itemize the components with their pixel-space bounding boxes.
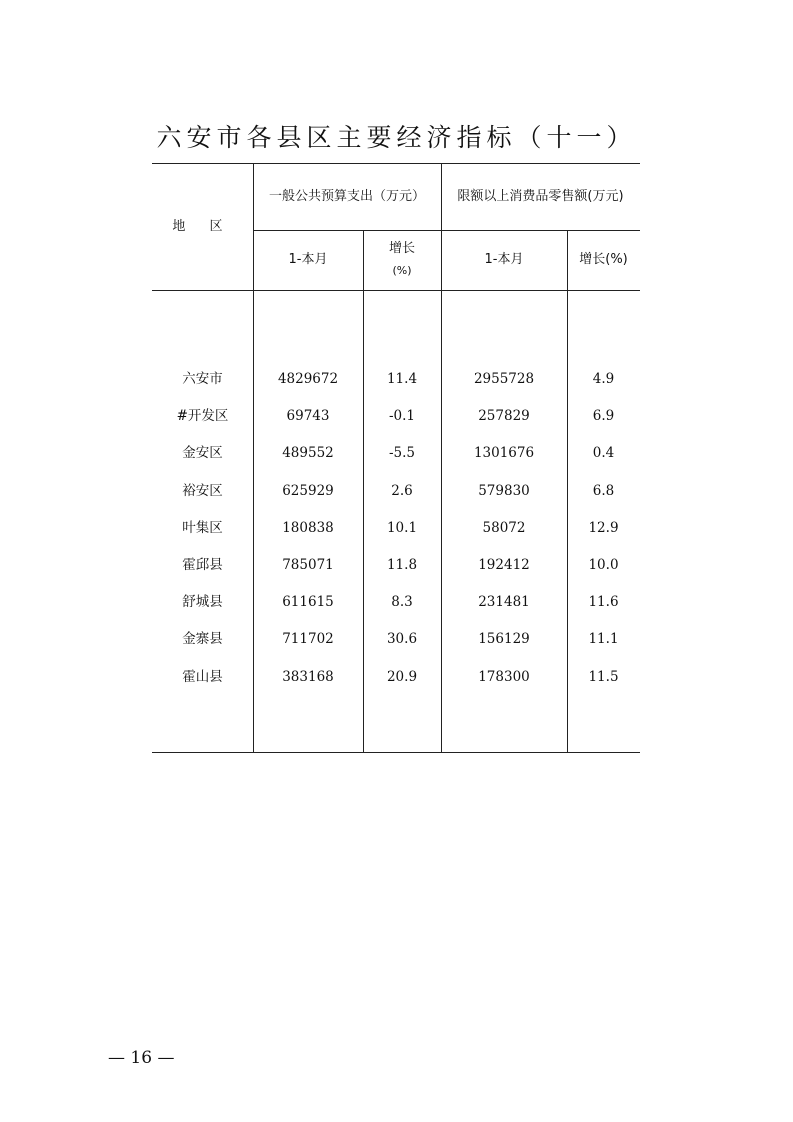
budget-growth-cell: 2.6 [391, 482, 413, 499]
budget-cell: 611615 [282, 594, 334, 611]
region-cell: 金寨县 [182, 631, 223, 648]
page-number: — 16 — [108, 1048, 175, 1068]
budget-growth-cell: 10.1 [386, 519, 418, 536]
region-cell: 霍山县 [182, 668, 223, 685]
budget-growth-cell: 8.3 [391, 594, 413, 611]
budget-growth-cell: -0.1 [388, 408, 416, 425]
retail-growth-cell: 10.0 [588, 557, 619, 573]
region-cell: 六安市 [182, 371, 223, 387]
budget-growth-header-line2: (%) [392, 264, 412, 277]
retail-growth-cell: 11.6 [588, 594, 619, 611]
region-cell: 霍邱县 [182, 557, 223, 573]
retail-growth-header: 增长(%) [579, 252, 628, 267]
budget-growth-cell: 11.4 [386, 371, 418, 387]
region-cell: 舒城县 [182, 594, 223, 611]
page-title: 六安市各县区主要经济指标（十一） [156, 123, 637, 152]
retail-growth-cell: 4.9 [592, 371, 615, 387]
retail-growth-cell: 11.5 [588, 668, 619, 685]
budget-cell: 69743 [286, 408, 330, 425]
retail-cell: 579830 [478, 482, 530, 499]
region-cell: 叶集区 [182, 519, 223, 536]
budget-growth-header-line1: 增长 [388, 241, 415, 256]
budget-growth-cell: -5.5 [388, 445, 416, 462]
retail-cell: 1301676 [473, 445, 535, 462]
budget-cell: 625929 [282, 482, 334, 499]
retail-cell: 231481 [478, 594, 530, 611]
budget-cell: 4829672 [277, 371, 339, 387]
budget-cell: 711702 [282, 631, 334, 648]
budget-growth-cell: 11.8 [386, 557, 418, 573]
retail-cell: 156129 [478, 631, 530, 648]
budget-cell: 489552 [282, 445, 334, 462]
region-cell: 裕安区 [182, 482, 223, 499]
budget-growth-cell: 30.6 [386, 631, 418, 648]
region-cell: #开发区 [176, 408, 229, 425]
retail-cell: 257829 [478, 408, 530, 425]
retail-growth-cell: 11.1 [588, 631, 619, 648]
indicators-table [152, 163, 640, 753]
retail-cell: 2955728 [473, 371, 535, 387]
region-cell: 金安区 [182, 445, 223, 462]
budget-group-header: 一般公共预算支出（万元） [268, 188, 425, 204]
retail-cell: 178300 [478, 668, 530, 685]
retail-growth-cell: 6.9 [592, 408, 615, 425]
retail-growth-cell: 6.8 [592, 482, 615, 499]
retail-cumulative-header: 1-本月 [484, 252, 524, 267]
retail-growth-cell: 12.9 [588, 519, 619, 536]
budget-growth-cell: 20.9 [386, 668, 418, 685]
budget-growth-header [363, 230, 441, 290]
retail-group-header: 限额以上消费品零售额(万元) [457, 188, 624, 204]
retail-cell: 58072 [482, 519, 526, 536]
budget-cell: 180838 [282, 519, 334, 536]
retail-cell: 192412 [478, 557, 530, 573]
budget-cell: 785071 [282, 557, 334, 573]
retail-growth-cell: 0.4 [592, 445, 615, 462]
region-header: 地 区 [172, 218, 233, 234]
budget-cumulative-header: 1-本月 [288, 252, 328, 267]
budget-cell: 383168 [282, 668, 334, 685]
